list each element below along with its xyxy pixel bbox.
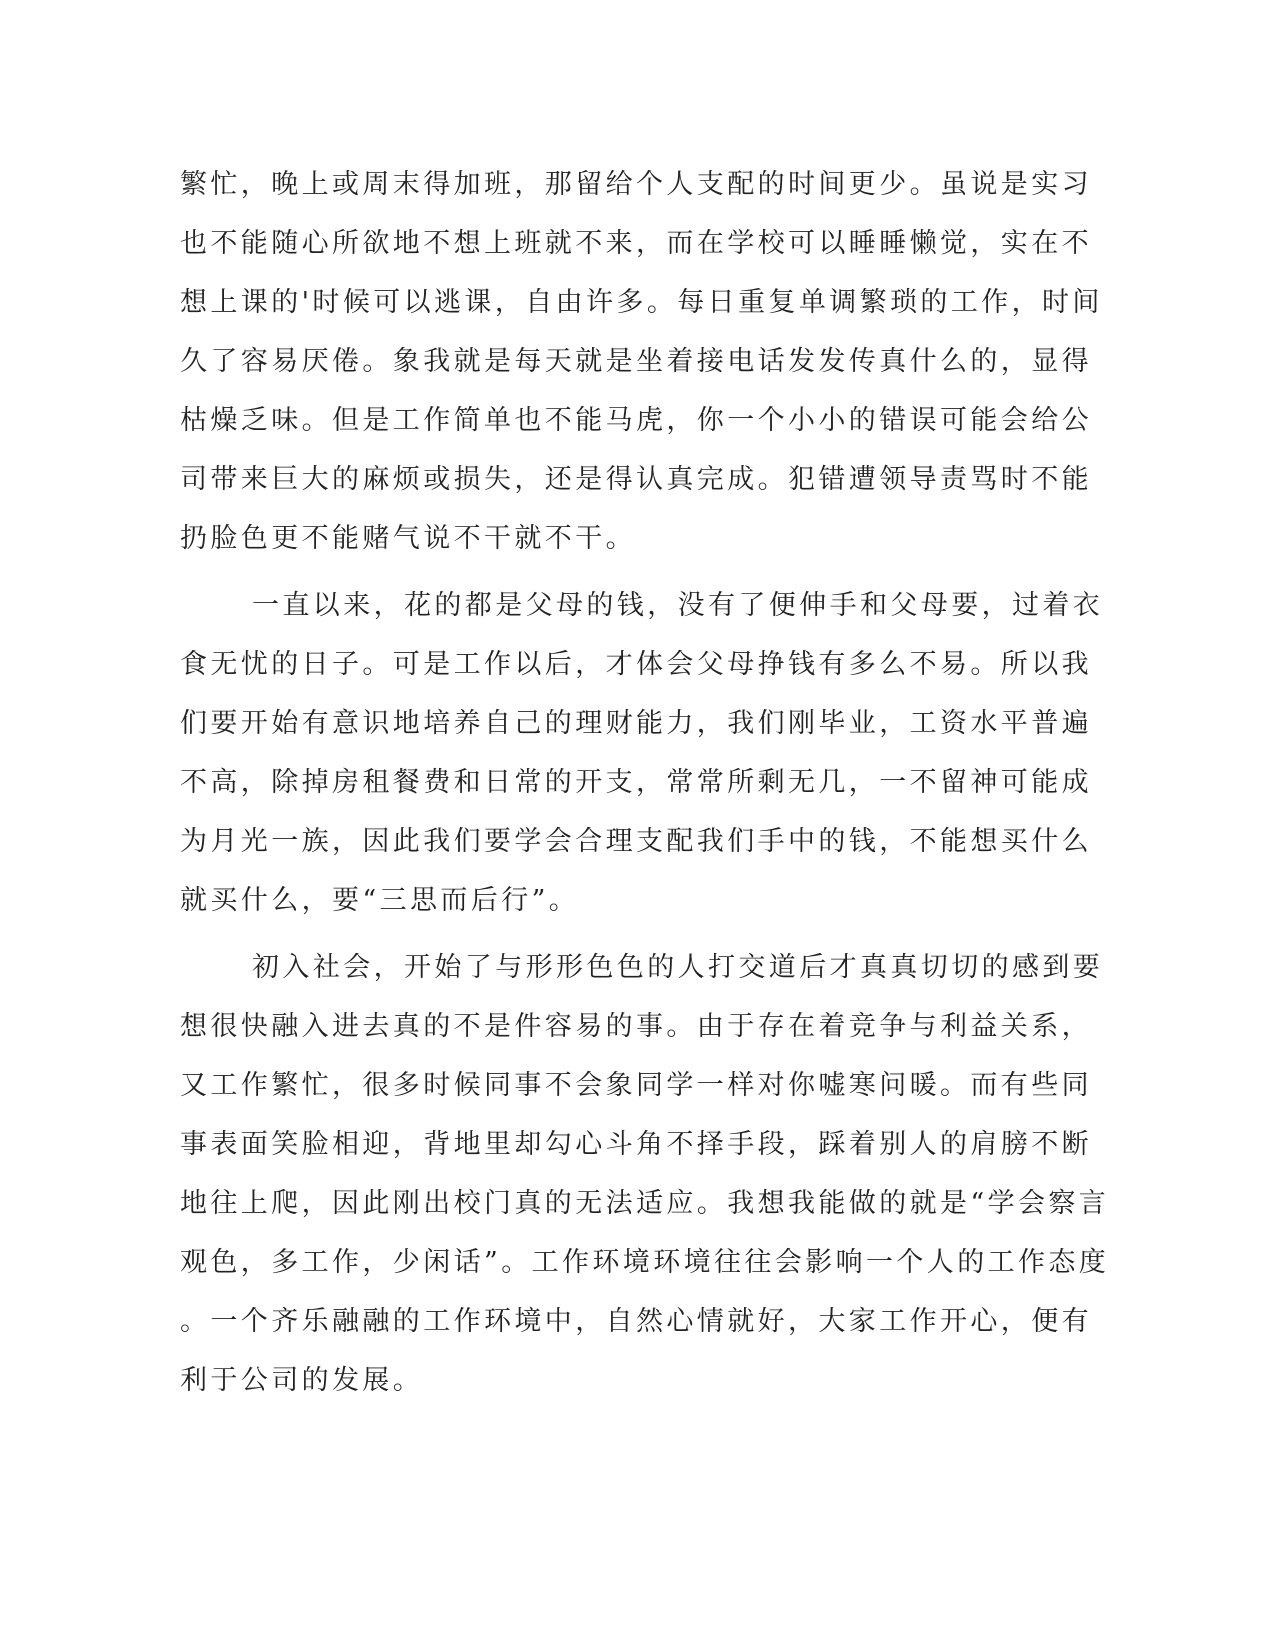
- paragraph-spacer: [180, 568, 1080, 576]
- document-body: [180, 155, 1110, 1410]
- text-line: 也不能随心所欲地不想上班就不来，而在学校可以睡睡懒觉，实在不: [180, 228, 1092, 259]
- text-line: 繁忙，晚上或周末得加班，那留给个人支配的时间更少。虽说是实习: [180, 169, 1092, 200]
- text-line: 又工作繁忙，很多时候同事不会象同学一样对你嘘寒问暖。而有些同: [180, 1070, 1092, 1101]
- text-line: 食无忧的日子。可是工作以后，才体会父母挣钱有多么不易。所以我: [180, 649, 1092, 680]
- text-line-indented: 一直以来，花的都是父母的钱，没有了便伸手和父母要，过着衣: [252, 590, 1104, 621]
- paragraph-1: [180, 155, 1103, 568]
- paragraph-spacer: [180, 930, 1080, 938]
- paragraph-3: [180, 938, 1110, 1410]
- text-line: 久了容易厌倦。象我就是每天就是坐着接电话发发传真什么的，显得: [180, 346, 1092, 377]
- text-line: 想上课的'时候可以逃课，自由许多。每日重复单调繁琐的工作，时间: [180, 287, 1103, 318]
- text-line: 枯燥乏味。但是工作简单也不能马虎，你一个小小的错误可能会给公: [180, 405, 1092, 436]
- text-line: 地往上爬，因此刚出校门真的无法适应。我想我能做的就是“学会察言: [180, 1188, 1110, 1219]
- text-line: 扔脸色更不能赌气说不干就不干。: [180, 523, 636, 554]
- text-line: 想很快融入进去真的不是件容易的事。由于存在着竞争与利益关系，: [180, 1011, 1092, 1042]
- text-line: 事表面笑脸相迎，背地里却勾心斗角不择手段，踩着别人的肩膀不断: [180, 1129, 1092, 1160]
- text-line: 利于公司的发展。: [180, 1365, 424, 1396]
- text-line: 为月光一族，因此我们要学会合理支配我们手中的钱，不能想买什么: [180, 826, 1092, 857]
- text-line: 司带来巨大的麻烦或损失，还是得认真完成。犯错遭领导责骂时不能: [180, 464, 1092, 495]
- text-line-indented: 初入社会，开始了与形形色色的人打交道后才真真切切的感到要: [252, 952, 1104, 983]
- paragraph-2: [180, 576, 1104, 930]
- text-line: 就买什么，要“三思而后行”。: [180, 885, 580, 916]
- text-line: 。一个齐乐融融的工作环境中，自然心情就好，大家工作开心，便有: [180, 1306, 1092, 1337]
- text-line: 不高，除掉房租餐费和日常的开支，常常所剩无几，一不留神可能成: [180, 767, 1092, 798]
- text-line: 们要开始有意识地培养自己的理财能力，我们刚毕业，工资水平普遍: [180, 708, 1092, 739]
- text-line: 观色，多工作，少闲话”。工作环境环境往往会影响一个人的工作态度: [180, 1247, 1110, 1278]
